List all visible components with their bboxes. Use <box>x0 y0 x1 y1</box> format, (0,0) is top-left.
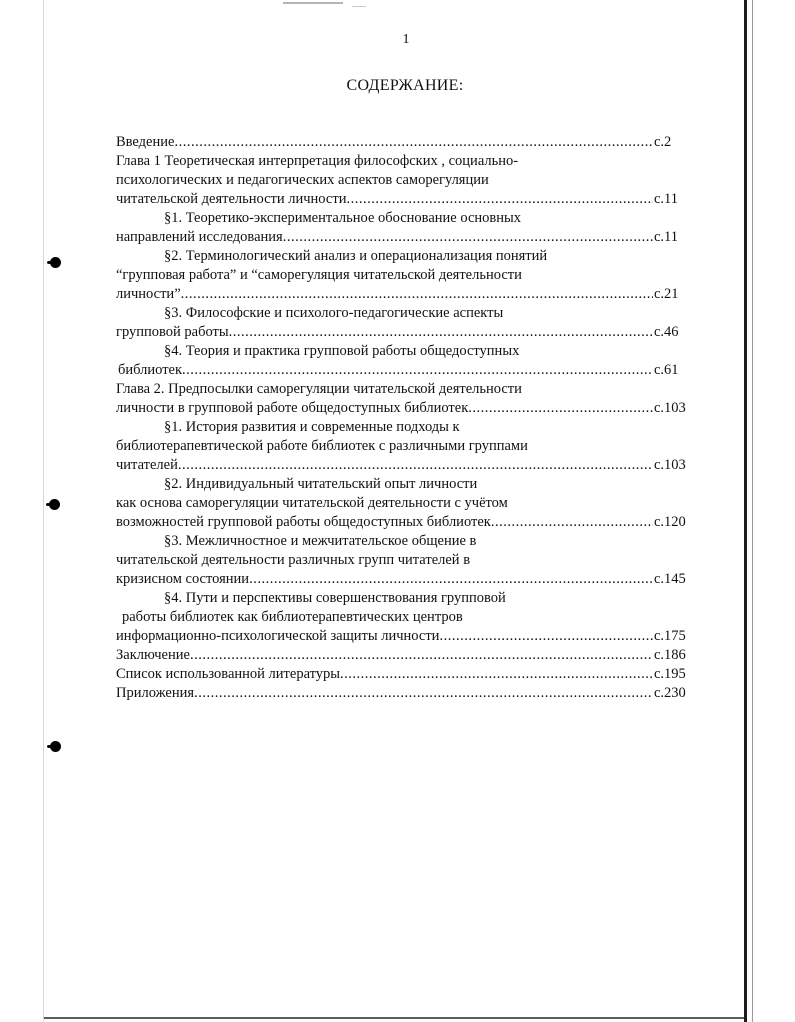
dot-leader <box>491 513 653 532</box>
toc-page-ref: с.120 <box>654 514 686 530</box>
dot-leader <box>190 646 653 665</box>
toc-page-ref: с.195 <box>654 666 686 682</box>
page-edge-left <box>43 0 44 1022</box>
page-edge-right <box>744 0 747 1022</box>
toc-entry-text: §3. Межличностное и межчитательское общение в <box>164 533 477 549</box>
toc-entry-text: читательской деятельности различных групп читателей в <box>116 552 471 568</box>
punch-hole-icon <box>50 257 61 268</box>
toc-entry <box>116 418 696 475</box>
toc-line <box>116 646 696 665</box>
toc-line <box>116 228 696 247</box>
toc-line <box>116 589 696 608</box>
toc-page-ref: с.186 <box>654 647 686 663</box>
dot-leader <box>178 456 653 475</box>
toc-entry-text: библиотерапевтической работе библиотек с различными группами <box>116 438 528 454</box>
toc-line <box>116 266 696 285</box>
toc-entry-text: §4. Теория и практика групповой работы общедоступных <box>164 343 520 359</box>
toc-line <box>116 665 696 684</box>
page-title: СОДЕРЖАНИЕ: <box>346 77 464 94</box>
toc-entry <box>116 152 696 209</box>
dot-leader <box>194 684 653 703</box>
toc-line <box>116 342 696 361</box>
dot-leader <box>249 570 653 589</box>
toc-page-ref: с.46 <box>654 324 679 340</box>
scan-artifact-top-2 <box>352 6 366 7</box>
dot-leader <box>346 190 653 209</box>
toc-line <box>116 627 696 646</box>
toc-line <box>116 684 696 703</box>
toc-entry-text: работы библиотек как библиотерапевтических центров <box>122 609 463 625</box>
toc-page-ref: с.21 <box>654 286 679 302</box>
toc-line <box>116 551 696 570</box>
toc-entry-text: Заключение <box>116 647 190 663</box>
toc-page-ref: с.61 <box>654 362 679 378</box>
toc-entry <box>116 646 696 665</box>
toc-line <box>116 285 696 304</box>
toc-entry-text: психологических и педагогических аспектов саморегуляции <box>116 172 489 188</box>
toc-line <box>116 190 696 209</box>
toc-line <box>116 323 696 342</box>
table-of-contents <box>116 133 696 703</box>
toc-entry-text: “групповая работа” и “саморегуляция читательской деятельности <box>116 267 522 283</box>
toc-line <box>116 494 696 513</box>
dot-leader <box>439 627 653 646</box>
toc-line <box>116 399 696 418</box>
toc-line <box>116 380 696 399</box>
page-number: 1 <box>402 32 410 47</box>
toc-line <box>116 304 696 323</box>
page-edge-bottom <box>44 1017 744 1019</box>
toc-entry-text: личности в групповой работе общедоступных библиотек <box>116 400 469 416</box>
toc-entry <box>116 589 696 646</box>
toc-entry-text: §3. Философские и психолого-педагогические аспекты <box>164 305 504 321</box>
toc-page-ref: с.11 <box>654 229 679 245</box>
toc-page-ref: с.145 <box>654 571 686 587</box>
toc-line <box>116 171 696 190</box>
dot-leader <box>174 133 653 152</box>
toc-entry-text: читателей <box>116 457 178 473</box>
toc-entry <box>116 532 696 589</box>
toc-line <box>116 209 696 228</box>
toc-entry <box>116 209 696 247</box>
toc-page-ref: с.103 <box>654 457 686 473</box>
toc-line <box>116 570 696 589</box>
toc-entry-text: информационно-психологической защиты личности <box>116 628 440 644</box>
toc-entry-text: Список использованной литературы <box>116 666 341 682</box>
toc-entry <box>116 684 696 703</box>
toc-entry-text: групповой работы <box>116 324 229 340</box>
toc-entry <box>116 247 696 304</box>
toc-entry <box>116 665 696 684</box>
toc-entry-text: Глава 2. Предпосылки саморегуляции читательской деятельности <box>116 381 522 397</box>
toc-line <box>116 513 696 532</box>
toc-entry <box>116 342 696 380</box>
toc-page-ref: с.230 <box>654 685 686 701</box>
dot-leader <box>340 665 653 684</box>
toc-entry-text: как основа саморегуляции читательской деятельности с учётом <box>116 495 508 511</box>
toc-page-ref: с.11 <box>654 191 679 207</box>
punch-hole-icon <box>49 499 60 510</box>
toc-entry-text: направлений исследования <box>116 229 283 245</box>
toc-line <box>116 152 696 171</box>
toc-line <box>116 361 696 380</box>
toc-entry <box>116 133 696 152</box>
toc-entry-text: Приложения <box>116 685 195 701</box>
dot-leader <box>283 228 653 247</box>
toc-line <box>116 247 696 266</box>
toc-entry-text: Глава 1 Теоретическая интерпретация философских , социально- <box>116 153 519 169</box>
toc-line <box>116 532 696 551</box>
dot-leader <box>181 285 653 304</box>
toc-entry <box>116 304 696 342</box>
toc-line <box>116 437 696 456</box>
toc-entry-text: §2. Терминологический анализ и операционализация понятий <box>164 248 548 264</box>
scan-artifact-top <box>283 2 343 4</box>
toc-line <box>116 456 696 475</box>
toc-entry <box>116 475 696 532</box>
toc-page-ref: с.175 <box>654 628 686 644</box>
toc-entry-text: возможностей групповой работы общедоступных библиотек <box>116 514 491 530</box>
toc-entry-text: библиотек <box>118 362 183 378</box>
toc-entry-text: Введение <box>116 134 175 150</box>
toc-entry <box>116 380 696 418</box>
toc-page-ref: с.103 <box>654 400 686 416</box>
toc-entry-text: §4. Пути и перспективы совершенствования групповой <box>164 590 506 606</box>
dot-leader <box>182 361 653 380</box>
page-edge-right-shadow <box>752 0 753 1022</box>
toc-line <box>116 608 696 627</box>
toc-entry-text: личности” <box>116 286 181 302</box>
toc-page-ref: с.2 <box>654 134 672 150</box>
dot-leader <box>229 323 653 342</box>
toc-line <box>116 133 696 152</box>
toc-entry-text: §1. Теоретико-экспериментальное обоснование основных <box>164 210 522 226</box>
toc-line <box>116 418 696 437</box>
toc-entry-text: кризисном состоянии <box>116 571 250 587</box>
toc-entry-text: §1. История развития и современные подходы к <box>164 419 460 435</box>
toc-entry-text: §2. Индивидуальный читательский опыт личности <box>164 476 478 492</box>
toc-line <box>116 475 696 494</box>
punch-hole-icon <box>50 741 61 752</box>
toc-entry-text: читательской деятельности личности <box>116 191 347 207</box>
dot-leader <box>468 399 653 418</box>
